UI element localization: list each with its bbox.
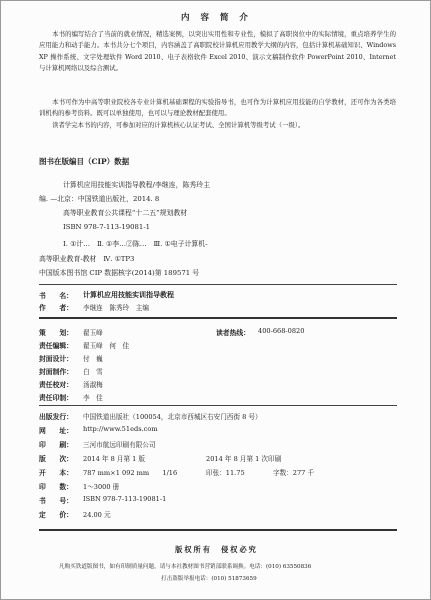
publisher-value: 中国铁道出版社（100054，北京市西城区右安门西街 8 号） xyxy=(83,413,262,421)
cip-line: ISBN 978-7-113-19081-1 xyxy=(63,223,151,231)
editor-label: 责任编辑： xyxy=(39,342,73,350)
edition-label: 版 次： xyxy=(39,455,73,463)
copies-label: 印 数： xyxy=(39,483,73,491)
author-label: 作 者： xyxy=(39,304,73,312)
cover-design-label: 封面设计： xyxy=(39,355,73,363)
book-title: 计算机应用技能实训指导教程 xyxy=(83,290,174,299)
copies-value: 1～3000 册 xyxy=(83,483,120,491)
cover-production-label: 封面制作： xyxy=(39,368,73,376)
proofread-label: 责任校对： xyxy=(39,381,73,389)
piracy-hotline: 打击盗版举报电话：(010) 51873659 xyxy=(161,576,257,582)
hotline-label: 读者热线： xyxy=(216,329,250,337)
cip-heading: 图书在版编目（CIP）数据 xyxy=(39,157,130,166)
print-manager-label: 责任印制： xyxy=(39,394,73,402)
publisher-label: 出版发行： xyxy=(39,413,73,421)
website-label: 网 址： xyxy=(39,427,73,435)
cip-line: 高等职业教育-教材 Ⅳ. ①TP3 xyxy=(39,255,135,263)
planner-label: 策 划： xyxy=(39,329,73,337)
printer-label: 印 刷： xyxy=(39,441,73,449)
impression-value: 2014 年 8 月第 1 次印刷 xyxy=(206,455,282,463)
format-label: 开 本： xyxy=(39,469,73,477)
cover-production-value: 白 雪 xyxy=(83,368,103,376)
cip-line: 编. —北京：中国铁道出版社，2014. 8 xyxy=(39,195,160,203)
cip-line: 计算机应用技能实训指导教程/李继连，陈秀玲主 xyxy=(63,181,211,189)
planner-value: 翟玉峰 xyxy=(83,329,103,337)
cip-line: 中国版本图书馆 CIP 数据核字(2014)第 189571 号 xyxy=(39,269,200,277)
book-title-label: 书 名： xyxy=(39,292,73,300)
summary-paragraph-3: 读者学完本书的内容，可参加对应的计算机核心认证考试、全国计算机等级考试（一级）。 xyxy=(52,121,305,129)
printer-value: 三河市航远印刷有限公司 xyxy=(83,441,156,449)
price-label: 定 价： xyxy=(39,511,73,519)
proofread-value: 汤淑梅 xyxy=(83,381,103,389)
divider xyxy=(39,405,397,406)
summary-paragraph-2: 本书可作为中高等职业院校各专业计算机基础课程的实验指导书，也可作为计算机应用技能的自学教材，还可作为各类培训机构的参考资料。既可以单独使用，也可以与理论教材配套使用。 xyxy=(39,98,396,118)
words-value: 字数：277 千 xyxy=(273,469,315,477)
summary-paragraph-1: 本书的编写结合了当前的就业情况，精选案例，以突出实用性和专业性，模拟了高职岗位中的实际情境，重点培养学生的应用能力和动手能力。本书共分七个项目，内容涵盖了高职院校计算机应用教学大纲的内容，包括计算机基础知识、Windows XP 操作系统、文字处理软件 Word 2010、电子表格软件 Excel 2010、演示文稿制作软件 PowerPoint 2010、Internet 与计算机网络以及综合测试。 xyxy=(39,30,396,73)
format-value: 787 mm×1 092 mm 1/16 xyxy=(83,469,178,477)
divider xyxy=(39,284,397,285)
editor-value: 翟玉峰 何 佳 xyxy=(83,342,130,350)
sheets-value: 印张：11.75 xyxy=(206,469,245,477)
hotline-value: 400-668-0820 xyxy=(258,327,305,335)
quality-contact: 凡购买铁道版图书，如有印制质量问题，请与本社教材图书营销部联系调换。电话：(010) 63550836 xyxy=(59,564,312,570)
copyright-notice: 版权所有 侵权必究 xyxy=(175,545,258,554)
edition-value: 2014 年 8 月第 1 版 xyxy=(83,455,146,463)
divider xyxy=(39,529,397,531)
isbn-value: ISBN 978-7-113-19081-1 xyxy=(83,495,167,503)
isbn-label: 书 号： xyxy=(39,497,73,505)
cover-design-value: 付 巍 xyxy=(83,355,103,363)
cip-line: 高等职业教育公共课程“十二五”规划教材 xyxy=(63,209,188,217)
website-value: http://www.51eds.com xyxy=(83,425,158,433)
cip-line: Ⅰ. ①计… Ⅱ. ①李…②陈… Ⅲ. ①电子计算机- xyxy=(63,240,208,248)
print-manager-value: 李 佳 xyxy=(83,394,103,402)
divider xyxy=(39,317,397,319)
author-value: 李继连 陈秀玲 主编 xyxy=(83,304,149,312)
price-value: 24.00 元 xyxy=(83,511,111,519)
summary-title: 内 容 简 介 xyxy=(181,13,252,23)
